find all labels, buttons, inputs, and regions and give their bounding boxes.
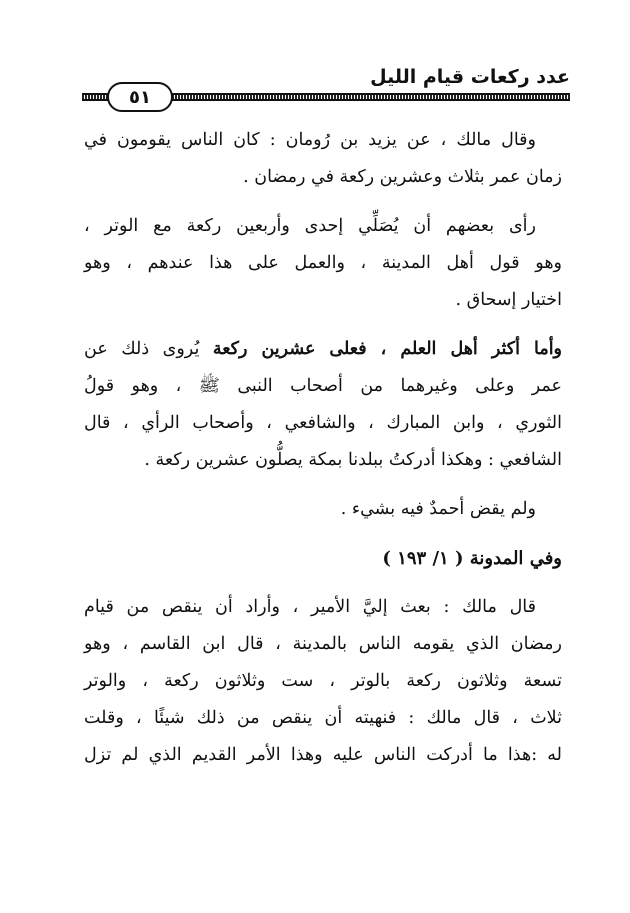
paragraph-2 [84, 208, 562, 319]
section-heading [84, 540, 562, 577]
text-line: تسعة وثلاثون ركعة بالوتر ، ست وثلاثون ركعة ، والوتر [84, 671, 562, 691]
page-number-badge [107, 82, 173, 112]
paragraph-1 [84, 122, 562, 196]
text-line: له :هذا ما أدركت الناس عليه وهذا الأمر القديم الذي لم تزل [84, 745, 562, 765]
text-line: ولم يقض أحمدٌ فيه بشيء . [340, 499, 536, 519]
text-line: ثلاث ، قال مالك : فنهيته أن ينقص من ذلك شيئًا ، وقلت [84, 708, 562, 728]
text-line: وقال مالك ، عن يزيد بن رُومان : كان الناس يقومون في [84, 130, 536, 150]
text-line: اختيار إسحاق . [455, 290, 562, 310]
paragraph-5 [84, 589, 562, 774]
lead-rest: يُروى ذلك عن [84, 339, 213, 359]
text-line: الثوري ، وابن المبارك ، والشافعي ، وأصحاب الرأي ، قال [84, 413, 562, 433]
bold-lead: وأما أكثر أهل العلم ، فعلى عشرين ركعة [212, 339, 563, 359]
text-line: قال مالك : بعث إليَّ الأمير ، وأراد أن ينقص من قيام [84, 597, 536, 617]
page-number: ٥١ [129, 86, 151, 108]
page-header [82, 58, 570, 110]
text-line: الشافعي : وهكذا أدركتُ ببلدنا بمكة يصلُّون عشرين ركعة . [144, 450, 562, 470]
paragraph-4 [84, 491, 562, 528]
text-line: زمان عمر بثلاث وعشرين ركعة في رمضان . [243, 167, 562, 187]
running-title: عدد ركعات قيام الليل [370, 66, 570, 88]
text-line: وهو قول أهل المدينة ، والعمل على هذا عندهم ، وهو [84, 253, 562, 273]
page-body [84, 122, 562, 774]
text-line: رأى بعضهم أن يُصَلِّي إحدى وأربعين ركعة مع الوتر ، [84, 216, 536, 236]
text-line: عمر وعلى وغيرهما من أصحاب النبى ﷺ ، وهو قولُ [84, 376, 562, 396]
text-line-lead [84, 331, 562, 368]
heading-text: وفي المدونة ( ١/ ١٩٣ ) [382, 548, 562, 569]
paragraph-3 [84, 331, 562, 479]
text-line: رمضان الذي يقومه الناس بالمدينة ، قال ابن القاسم ، وهو [84, 634, 562, 654]
